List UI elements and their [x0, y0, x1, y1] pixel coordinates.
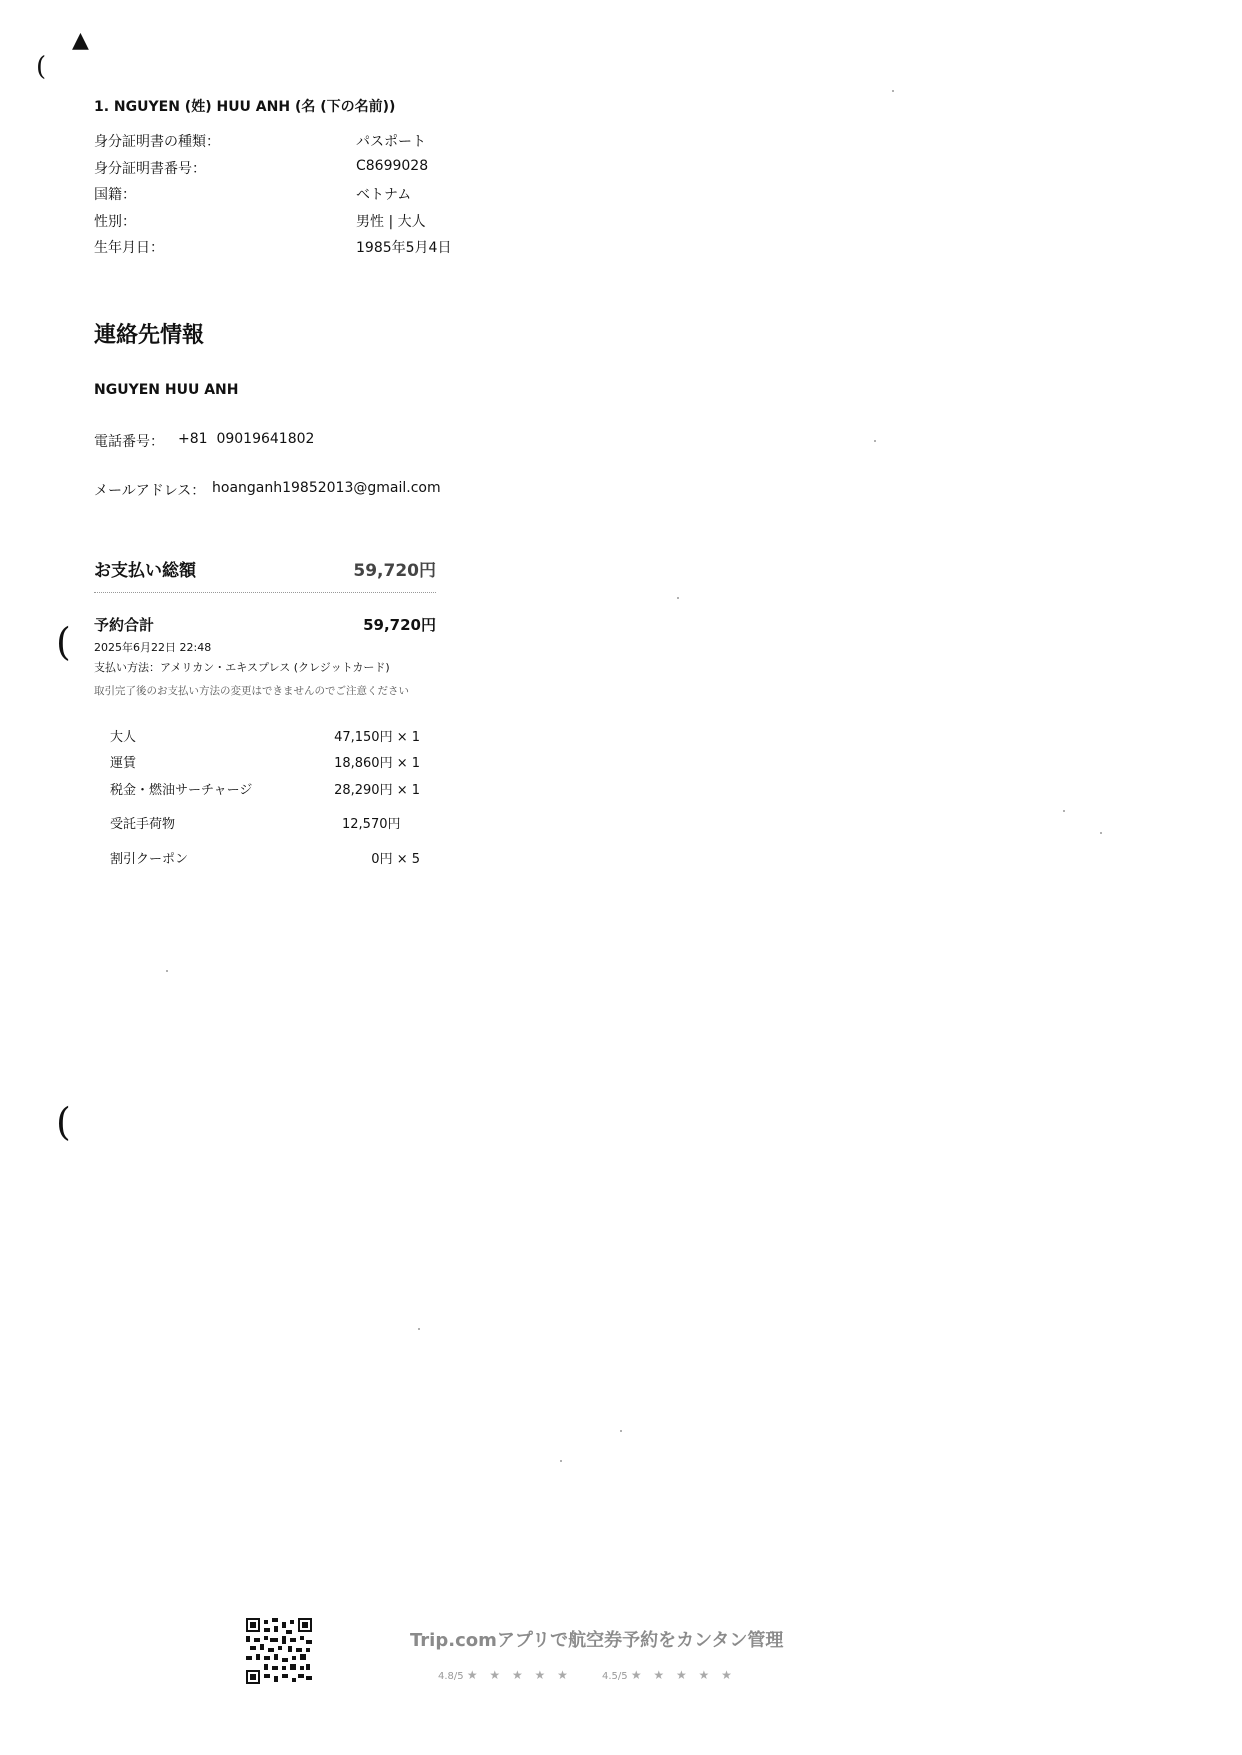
booking-datetime: 2025年6月22日 22:48	[94, 641, 212, 654]
scan-artifact-left-low: (	[56, 1100, 71, 1144]
rating-left	[438, 1668, 572, 1682]
star-icon: ★ ★ ★ ★ ★	[630, 1668, 736, 1682]
total-label: お支払い総額	[94, 561, 196, 581]
footer-promo: Trip.comアプリで航空券予約をカンタン管理	[410, 1630, 784, 1651]
id-number-value: C8699028	[356, 158, 429, 174]
scan-dot	[874, 440, 876, 442]
birthdate-label: 生年月日：	[94, 240, 164, 256]
id-type-label: 身分証明書の種類：	[94, 134, 220, 150]
scan-dot	[1100, 832, 1102, 834]
qr-code-icon	[246, 1618, 312, 1684]
item-adult-value: 47,150円 × 1	[334, 730, 420, 745]
rating-right	[602, 1668, 736, 1682]
scan-dot	[620, 1430, 622, 1432]
passenger-header: 1. NGUYEN (姓) HUU ANH (名 (下の名前))	[94, 99, 396, 115]
item-fare-label: 運賃	[110, 756, 137, 771]
nationality-label: 国籍：	[94, 187, 136, 203]
birthdate-value: 1985年5月4日	[356, 240, 452, 256]
email-value: hoanganh19852013@gmail.com	[212, 480, 441, 496]
item-fare-value: 18,860円 × 1	[334, 756, 420, 771]
divider	[94, 592, 436, 593]
item-coupon-label: 割引クーポン	[110, 852, 189, 867]
contact-title: 連絡先情報	[94, 323, 205, 348]
scan-dot	[677, 597, 679, 599]
gender-value: 男性 | 大人	[356, 214, 426, 230]
item-tax-label: 税金・燃油サーチャージ	[110, 783, 253, 798]
contact-name: NGUYEN HUU ANH	[94, 382, 239, 398]
rating-right-score: 4.5/5	[602, 1671, 628, 1682]
email-label: メールアドレス：	[94, 483, 206, 499]
phone-label: 電話番号：	[94, 434, 164, 450]
scan-artifact-left-mid: (	[56, 620, 71, 664]
payment-method: 支払い方法：アメリカン・エキスプレス (クレジットカード)	[94, 661, 390, 674]
scan-artifact-top: ▲	[72, 28, 89, 53]
payment-notice: 取引完了後のお支払い方法の変更はできませんのでご注意ください	[94, 685, 409, 697]
scan-dot	[166, 970, 168, 972]
item-adult-label: 大人	[110, 730, 137, 745]
booking-total-value: 59,720円	[363, 616, 436, 634]
scan-dot	[560, 1460, 562, 1462]
star-icon: ★ ★ ★ ★ ★	[466, 1668, 572, 1682]
booking-total-label: 予約合計	[94, 616, 155, 634]
gender-label: 性別：	[94, 214, 136, 230]
scan-dot	[892, 90, 894, 92]
total-value: 59,720円	[353, 561, 436, 581]
id-number-label: 身分証明書番号：	[94, 161, 206, 177]
id-type-value: パスポート	[356, 134, 426, 150]
item-coupon-value: 0円 × 5	[371, 852, 420, 867]
phone-value: +81 09019641802	[178, 431, 315, 447]
scan-artifact-left-top: (	[36, 52, 47, 82]
item-baggage-value: 12,570円	[342, 817, 401, 832]
nationality-value: ベトナム	[356, 187, 412, 203]
rating-left-score: 4.8/5	[438, 1671, 464, 1682]
scan-dot	[1063, 810, 1065, 812]
scan-dot	[418, 1328, 420, 1330]
item-tax-value: 28,290円 × 1	[334, 783, 420, 798]
item-baggage-label: 受託手荷物	[110, 817, 176, 832]
